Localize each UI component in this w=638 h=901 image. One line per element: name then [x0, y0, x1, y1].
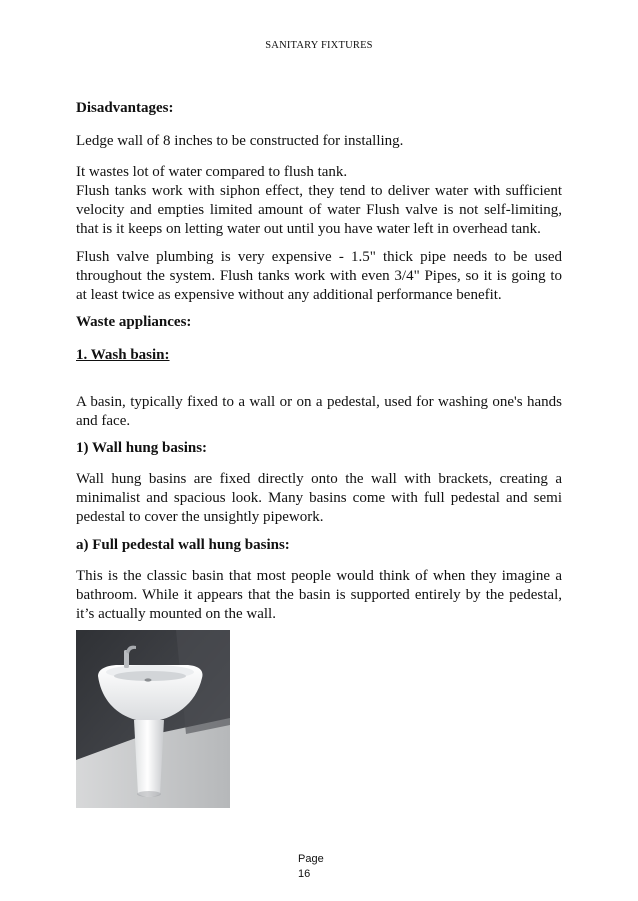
paragraph-basin-definition: A basin, typically fixed to a wall or on a pedestal, used for washing one's hands and face.: [76, 394, 562, 429]
full-pedestal-heading: a) Full pedestal wall hung basins:: [76, 537, 290, 553]
pedestal-basin-photo: [76, 630, 230, 808]
disadvantages-heading: Disadvantages:: [76, 100, 174, 116]
page-number: 16: [298, 868, 311, 880]
paragraph-full-pedestal: This is the classic basin that most people would think of when they imagine a bathroom. While it appears that the basin is supported entirely by the pedestal, it’s actually mounted on the wall.: [76, 568, 562, 622]
paragraph-flush-valve-plumbing: Flush valve plumbing is very expensive - 1.5" thick pipe needs to be used throughout the system. Flush tanks work with even 3/4" Pipes, so it is going to at least twice as expensive without any additional performance benefit.: [76, 249, 562, 303]
pedestal-shadow: [137, 791, 161, 797]
page-header-title: SANITARY FIXTURES: [265, 40, 373, 51]
paragraph-wall-hung-basins: Wall hung basins are fixed directly onto the wall with brackets, creating a minimalist and spacious look. Many basins come with full pedestal and semi pedestal to cover the unsightly pipework.: [76, 471, 562, 525]
pedestal-basin-illustration: [76, 630, 230, 808]
page-footer: [298, 852, 324, 882]
wall-hung-basins-heading: 1) Wall hung basins:: [76, 440, 208, 456]
page-label: Page: [298, 853, 324, 865]
waste-appliances-heading: Waste appliances:: [76, 314, 192, 330]
paragraph-wastes-water: It wastes lot of water compared to flush tank.: [76, 164, 348, 180]
paragraph-ledge-wall: Ledge wall of 8 inches to be constructed for installing.: [76, 133, 404, 149]
document-body: [76, 99, 562, 624]
paragraph-flush-tank-siphon: Flush tanks work with siphon effect, they tend to deliver water with sufficient velocity and empties limited amount of water Flush valve is not self-limiting, that is it keeps on letting water out until you have water left in overhead tank.: [76, 183, 562, 237]
drain-icon: [145, 678, 152, 681]
wash-basin-heading: 1. Wash basin:: [76, 347, 170, 363]
pedestal: [134, 720, 164, 797]
